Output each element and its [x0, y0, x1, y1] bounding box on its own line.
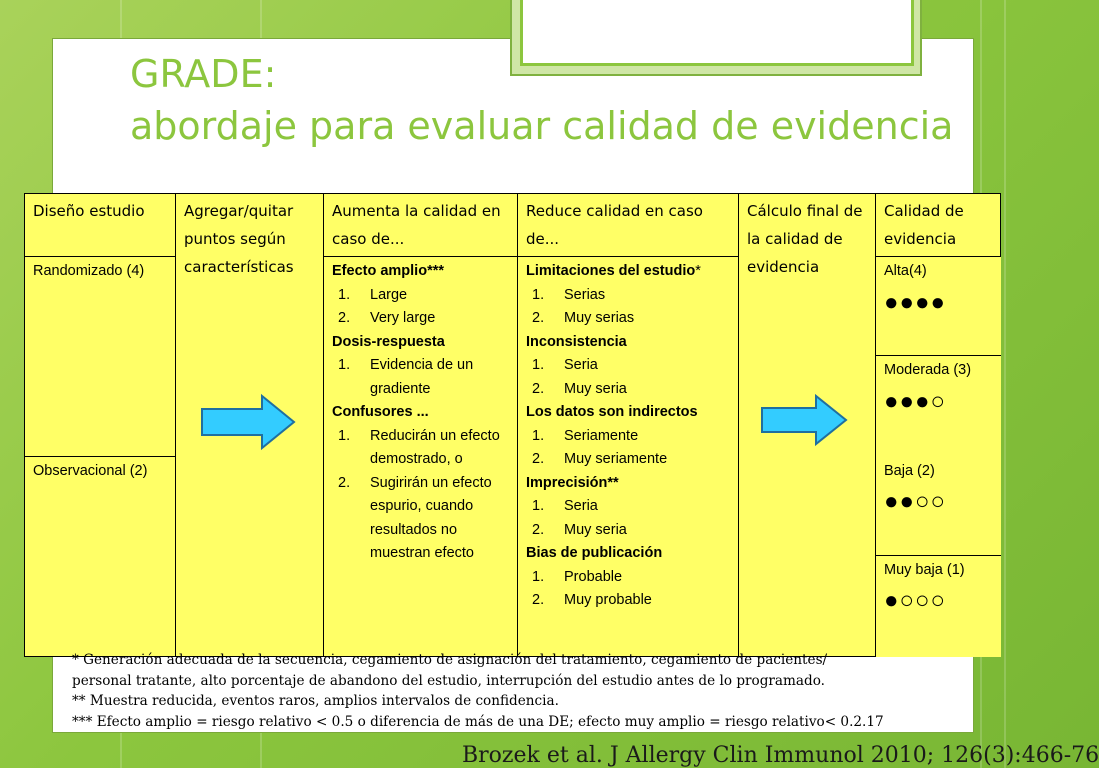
- list-item: 2. Muy probable: [532, 592, 652, 608]
- list-item: 1. Probable: [532, 568, 623, 585]
- reduce-group-title: Bias de publicación: [526, 545, 663, 561]
- list-item: 2. Muy seriamente: [532, 451, 668, 467]
- footnotes: [72, 650, 972, 732]
- quality-stack-lower: [876, 457, 1001, 657]
- header-design: Diseño estudio: [25, 194, 176, 257]
- reduce-group-title: Inconsistencia: [526, 333, 627, 350]
- footnote-line: ** Muestra reducida, eventos raros, amplios intervalos de confidencia.: [72, 693, 559, 709]
- quality-low: [876, 457, 1001, 556]
- quality-stack: [876, 257, 1001, 457]
- list-item: 2. Sugirirán un efecto espurio, cuando resultados no muestran efecto: [338, 474, 492, 561]
- quality-moderate-label: Moderada (3): [884, 362, 972, 378]
- list-item: 1. Seriamente: [532, 427, 639, 444]
- list-item: 2. Muy serias: [532, 310, 635, 326]
- right-arrow-icon: [200, 394, 296, 450]
- design-randomized: Randomizado (4): [25, 257, 176, 457]
- list-item: 1. Serias: [532, 286, 606, 303]
- list-item: 2. Very large: [338, 310, 436, 326]
- reduce-group-title: Imprecisión**: [526, 474, 619, 491]
- quality-low-dots: ●●○○: [884, 488, 946, 515]
- reduce-cell: [518, 257, 739, 657]
- quality-moderate-dots: ●●●○: [884, 387, 946, 415]
- list-item: 1. Seria: [532, 498, 598, 514]
- quality-very-low: [876, 556, 1001, 655]
- quality-high-dots: ●●●●: [884, 288, 946, 316]
- increase-cell: [324, 257, 518, 657]
- final-calc-label: Cálculo final de la calidad de evidencia: [747, 202, 863, 276]
- citation: Brozek et al. J Allergy Clin Immunol 2010; 126(3):466-76: [462, 743, 1099, 768]
- slide-title: [130, 48, 953, 153]
- quality-very-low-label: Muy baja (1): [884, 561, 965, 578]
- list-item: 1. Evidencia de un gradiente: [338, 357, 474, 397]
- quality-high: [876, 257, 1001, 356]
- title-line-1: GRADE:: [130, 52, 277, 96]
- reduce-group-title: Limitaciones del estudio*: [526, 263, 701, 279]
- quality-very-low-dots: ●○○○: [884, 587, 946, 614]
- list-item: 1. Large: [338, 286, 408, 303]
- increase-group-title: Efecto amplio***: [332, 263, 444, 279]
- right-arrow-icon: [760, 394, 848, 446]
- footnote-line: * Generación adecuada de la secuencia, cegamiento de asignación del tratamiento, cegamiento de pacientes/: [72, 652, 828, 668]
- list-item: 2. Muy seria: [532, 380, 627, 397]
- header-quality: Calidad de evidencia: [876, 194, 1001, 257]
- quality-high-label: Alta(4): [884, 263, 927, 279]
- add-remove-label: Agregar/quitar puntos según características: [184, 202, 294, 276]
- quality-low-label: Baja (2): [884, 462, 935, 479]
- header-increase: Aumenta la calidad en caso de...: [324, 194, 518, 257]
- increase-group-title: Dosis-respuesta: [332, 333, 445, 350]
- grade-table: [24, 193, 1001, 657]
- list-item: 1. Reducirán un efecto demostrado, o: [338, 427, 500, 467]
- title-line-2: abordaje para evaluar calidad de evidencia: [130, 104, 954, 149]
- list-item: 1. Seria: [532, 357, 598, 373]
- design-observational: Observacional (2): [25, 457, 176, 657]
- footnote-line: *** Efecto amplio = riesgo relativo < 0.5 o diferencia de más de una DE; efecto muy amplio = riesgo relativo< 0.2.17: [72, 713, 884, 730]
- footnote-line: personal tratante, alto porcentaje de abandono del estudio, interrupción del estudio antes de lo programado.: [72, 672, 825, 689]
- increase-group-title: Confusores ...: [332, 404, 429, 420]
- header-reduce: Reduce calidad en caso de...: [518, 194, 739, 257]
- list-item: 2. Muy seria: [532, 521, 627, 538]
- reduce-group-title: Los datos son indirectos: [526, 404, 698, 420]
- quality-moderate: [876, 356, 1001, 455]
